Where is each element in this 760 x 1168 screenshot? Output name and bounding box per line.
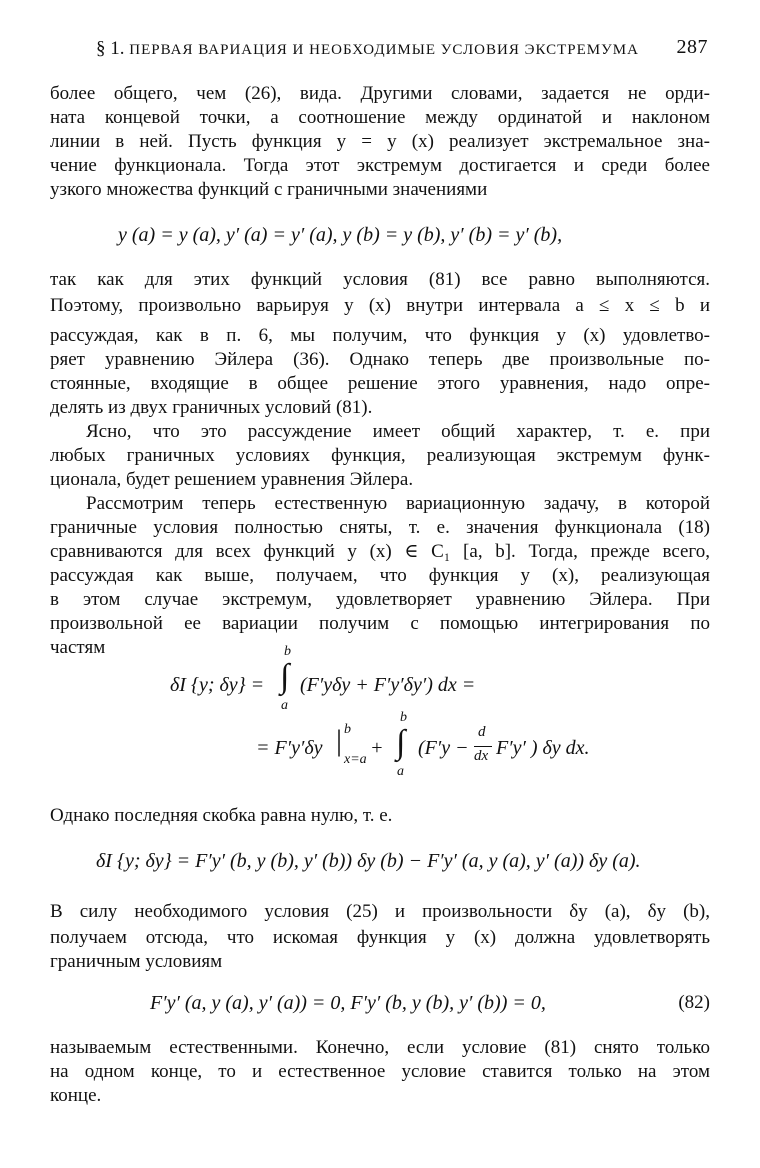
text-line: произвольной ее вариации получим с помощью интегрирования по bbox=[50, 613, 710, 634]
text-line: так как для этих функций условия (81) все равно выполняются. bbox=[50, 269, 710, 290]
formula-natural-conditions: F′y′ (a, y (a), y′ (a)) = 0, F′y′ (b, y (b), y′ (b)) = 0, bbox=[150, 992, 546, 1014]
formula-integrand: (F′yδy + F′y′δy′) dx = bbox=[300, 674, 476, 696]
page-number: 287 bbox=[676, 36, 708, 58]
bar-subscript: x=a bbox=[344, 752, 367, 767]
integral-lower-limit: a bbox=[281, 698, 288, 713]
integral-sign: ∫ bbox=[396, 724, 406, 761]
text-line: В силу необходимого условия (25) и произвольности δy (a), δy (b), bbox=[50, 901, 710, 922]
running-head bbox=[96, 38, 708, 64]
text-line: частям bbox=[50, 637, 106, 658]
text-line: получаем отсюда, что искомая функция y (x) должна удовлетворять bbox=[50, 927, 710, 948]
text-line: делять из двух граничных условий (81). bbox=[50, 397, 373, 418]
text-line: граничным условиям bbox=[50, 951, 223, 972]
text-line: рассуждая, как в п. 6, мы получим, что функция y (x) удовлетво- bbox=[50, 325, 710, 346]
bar-superscript: b bbox=[344, 722, 351, 737]
text-line: Ясно, что это рассуждение имеет общий характер, т. е. при bbox=[86, 421, 710, 442]
text-line: ционала, будет решением уравнения Эйлера. bbox=[50, 469, 414, 490]
integral-lower-limit: a bbox=[397, 764, 404, 779]
formula-variation-result: δI {y; δy} = F′y′ (b, y (b), y′ (b)) δy (b) − F′y′ (a, y (a), y′ (a)) δy (a). bbox=[96, 850, 641, 872]
formula-boundary-term: = F′y′δy bbox=[256, 737, 323, 759]
text-line: на одном конце, то и естественное условие ставится только на этом bbox=[50, 1061, 710, 1082]
section-number: § 1. bbox=[96, 38, 125, 59]
text-line: граничные условия полностью сняты, т. е. значения функционала (18) bbox=[50, 517, 710, 538]
text-line: Поэтому, произвольно варьируя y (x) внутри интервала a ≤ x ≤ b и bbox=[50, 295, 710, 316]
formula-boundary-values: y (a) = y (a), y′ (a) = y′ (a), y (b) = y (b), y′ (b) = y′ (b), bbox=[118, 224, 563, 246]
text-line: рассуждая как выше, получаем, что функция y (x), реализующая bbox=[50, 565, 710, 586]
formula-lhs: δI {y; δy} = bbox=[170, 674, 265, 696]
fraction-denominator: dx bbox=[474, 748, 489, 764]
fraction-numerator: d bbox=[478, 724, 486, 740]
plus-sign: + bbox=[370, 737, 384, 759]
fraction-bar bbox=[474, 746, 492, 747]
text-line: узкого множества функций с граничными значениями bbox=[50, 179, 488, 200]
text-line: любых граничных условиях функция, реализующая экстремум функ- bbox=[50, 445, 710, 466]
text-line: линии в ней. Пусть функция y = y (x) реализует экстремальное зна- bbox=[50, 131, 710, 152]
chapter-title: ПЕРВАЯ ВАРИАЦИЯ И НЕОБХОДИМЫЕ УСЛОВИЯ ЭКСТРЕМУМА bbox=[129, 42, 639, 58]
formula-integrand-2: (F′y − bbox=[418, 737, 469, 759]
text-line: Однако последняя скобка равна нулю, т. е. bbox=[50, 805, 393, 826]
integral-upper-limit: b bbox=[400, 710, 407, 725]
running-head-title bbox=[96, 38, 639, 60]
text-line: чение функционала. Тогда этот экстремум достигается и среди более bbox=[50, 155, 710, 176]
text-line: сравниваются для всех функций y (x) ∈ C₁ [a, b]. Тогда, прежде всего, bbox=[50, 541, 710, 562]
evaluation-bar: | bbox=[336, 724, 343, 757]
text-line: в этом случае экстремум, удовлетворяет уравнению Эйлера. При bbox=[50, 589, 710, 610]
formula-integrand-2-end: F′y′ ) δy dx. bbox=[496, 737, 590, 759]
text-line: более общего, чем (26), вида. Другими словами, задается не орди- bbox=[50, 83, 710, 104]
integral-sign: ∫ bbox=[280, 658, 290, 695]
text-line: конце. bbox=[50, 1085, 102, 1106]
text-line: стоянные, входящие в общее решение этого уравнения, надо опре- bbox=[50, 373, 710, 394]
text-line: называемым естественными. Конечно, если условие (81) снято только bbox=[50, 1037, 710, 1058]
text-line: ната концевой точки, а соотношение между ординатой и наклоном bbox=[50, 107, 710, 128]
integral-upper-limit: b bbox=[284, 644, 291, 659]
text-line: Рассмотрим теперь естественную вариационную задачу, в которой bbox=[86, 493, 710, 514]
text-line: ряет уравнению Эйлера (36). Однако теперь две произвольные по- bbox=[50, 349, 710, 370]
equation-number: (82) bbox=[678, 992, 710, 1013]
